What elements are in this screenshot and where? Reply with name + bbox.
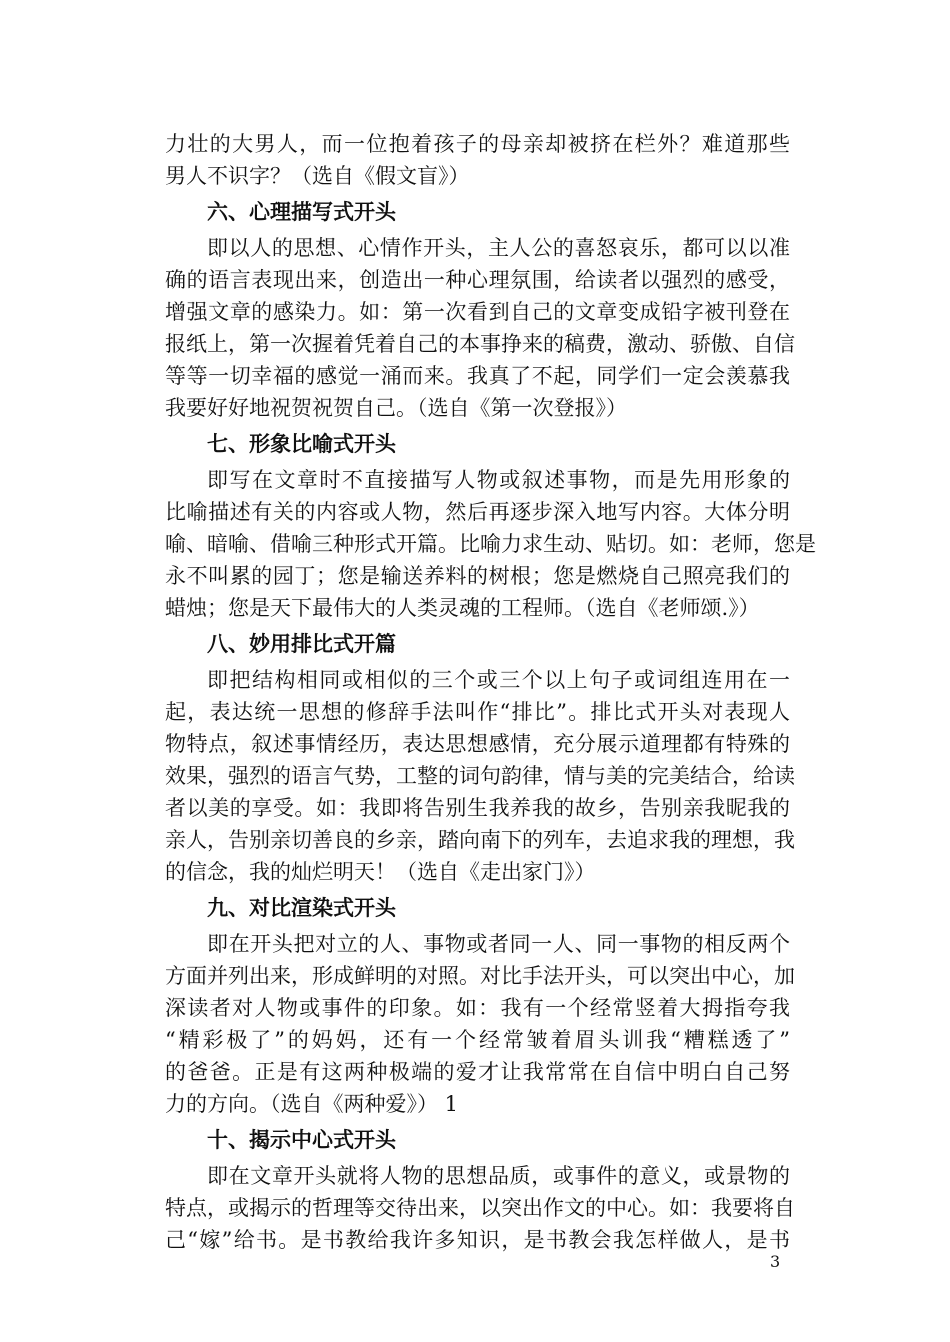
body-line: 增强文章的感染力。如：第一次看到自己的文章变成铅字被刊登在 — [165, 300, 790, 324]
section-heading-8: 八、妙用排比式开篇 — [207, 632, 396, 656]
body-line: 即在文章开头就将人物的思想品质，或事件的意义，或景物的 — [207, 1164, 790, 1188]
body-line: 男人不识字？（选自《假文盲》） — [165, 164, 470, 188]
body-line: 的信念，我的灿烂明天！（选自《走出家门》） — [165, 860, 596, 884]
body-line: 等等一切幸福的感觉一涌而来。我真了不起，同学们一定会羡慕我 — [165, 364, 790, 388]
body-line: 的爸爸。正是有这两种极端的爱才让我常常在自信中明白自己努 — [165, 1060, 790, 1084]
body-line: 比喻描述有关的内容或人物，然后再逐步深入地写内容。大体分明 — [165, 500, 790, 524]
body-line: 物特点，叙述事情经历，表达思想感情，充分展示道理都有特殊的 — [165, 732, 790, 756]
body-line: 效果，强烈的语言气势，工整的词句韵律，情与美的完美结合，给读 — [165, 764, 795, 788]
body-line: 方面并列出来，形成鲜明的对照。对比手法开头，可以突出中心，加 — [165, 964, 795, 988]
section-heading-10: 十、揭示中心式开头 — [207, 1128, 396, 1152]
body-line: 亲人，告别亲切善良的乡亲，踏向南下的列车，去追求我的理想，我 — [165, 828, 795, 852]
body-line: 即以人的思想、心情作开头，主人公的喜怒哀乐，都可以以准 — [207, 236, 790, 260]
section-heading-7: 七、形象比喻式开头 — [207, 432, 396, 456]
body-line: 我要好好地祝贺祝贺自己。（选自《第一次登报》） — [165, 396, 627, 420]
body-line: 确的语言表现出来，创造出一种心理氛围，给读者以强烈的感受， — [165, 268, 790, 292]
section-heading-9: 九、对比渲染式开头 — [207, 896, 396, 920]
page-number: 3 — [770, 1252, 781, 1271]
body-line: 即写在文章时不直接描写人物或叙述事物，而是先用形象的 — [207, 468, 790, 492]
body-line: 报纸上，第一次握着凭着自己的本事挣来的稿费，激动、骄傲、自信 — [165, 332, 795, 356]
body-line: 即把结构相同或相似的三个或三个以上句子或词组连用在一 — [207, 668, 790, 692]
body-line: 喻、暗喻、借喻三种形式开篇。比喻力求生动、贴切。如：老师，您是 — [165, 532, 816, 556]
body-line: “精彩极了”的妈妈，还有一个经常皱着眉头训我“糟糕透了” — [165, 1028, 790, 1052]
body-line: 蜡烛；您是天下最伟大的人类灵魂的工程师。（选自《老师颂.》） — [165, 596, 760, 620]
body-line: 深读者对人物或事件的印象。如：我有一个经常竖着大拇指夸我 — [165, 996, 790, 1020]
section-heading-6: 六、心理描写式开头 — [207, 200, 396, 224]
body-line: 特点，或揭示的哲理等交待出来，以突出作文的中心。如：我要将自 — [165, 1196, 795, 1220]
body-line: 己“嫁”给书。是书教给我许多知识，是书教会我怎样做人，是书 — [165, 1228, 790, 1252]
body-line: 力的方向。（选自《两种爱》） 1 — [165, 1092, 459, 1116]
body-line: 永不叫累的园丁；您是输送养料的树根；您是燃烧自己照亮我们的 — [165, 564, 790, 588]
body-line: 力壮的大男人，而一位抱着孩子的母亲却被挤在栏外？难道那些 — [165, 132, 790, 156]
body-line: 者以美的享受。如：我即将告别生我养我的故乡，告别亲我昵我的 — [165, 796, 790, 820]
body-line: 起，表达统一思想的修辞手法叫作“排比”。排比式开头对表现人 — [165, 700, 790, 724]
body-line: 即在开头把对立的人、事物或者同一人、同一事物的相反两个 — [207, 932, 790, 956]
